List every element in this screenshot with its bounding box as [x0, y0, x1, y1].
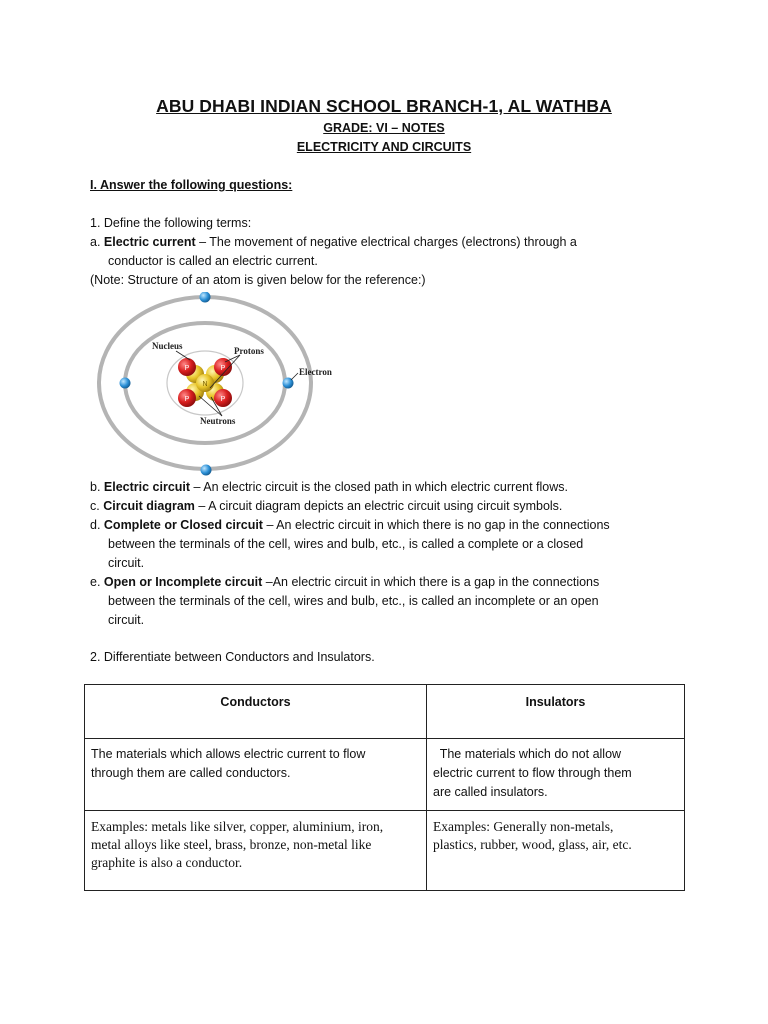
def-e-term: Open or Incomplete circuit	[103, 575, 263, 589]
def-e-line-3: circuit.	[108, 613, 145, 627]
svg-text:N: N	[202, 381, 208, 388]
grade-heading: GRADE: VI – NOTES	[323, 121, 445, 135]
def-d-line-1	[90, 516, 610, 535]
q1-prompt: 1. Define the following terms:	[90, 216, 252, 230]
def-d-term: Complete or Closed circuit	[103, 518, 263, 532]
def-e-text-1: –An electric circuit in which there is a gap in the connections	[262, 575, 600, 589]
def-b	[90, 478, 568, 497]
label-protons: Protons	[234, 346, 264, 356]
svg-text:P: P	[184, 396, 190, 403]
topic-heading: ELECTRICITY AND CIRCUITS	[296, 140, 472, 154]
label-nucleus: Nucleus	[152, 341, 183, 351]
comparison-table	[84, 684, 685, 891]
section-title: I. Answer the following questions:	[90, 178, 293, 192]
def-e-line-2: between the terminals of the cell, wires and bulb, etc., is called an incomplete or an open	[108, 594, 599, 608]
def-c-prefix: c.	[90, 499, 104, 513]
label-neutrons: Neutrons	[200, 416, 236, 426]
insulators-examples: Examples: Generally non-metals, plastics, rubber, wood, glass, air, etc.	[427, 811, 685, 891]
def-d-line-3: circuit.	[108, 556, 145, 570]
svg-text:P: P	[220, 365, 226, 372]
def-e-line-1	[90, 573, 599, 592]
def-d-line-2: between the terminals of the cell, wires and bulb, etc., is called a complete or a closed	[108, 537, 584, 551]
table-row-examples	[85, 811, 685, 891]
table-header-row	[85, 685, 685, 739]
header-insulators: Insulators	[427, 685, 685, 739]
conductors-examples: Examples: metals like silver, copper, aluminium, iron, metal alloys like steel, brass, bronze, non-metal like graphite is also a conductor.	[85, 811, 427, 891]
atom-diagram	[92, 292, 354, 476]
table-row-definition	[85, 739, 685, 811]
def-b-text: – An electric circuit is the closed path in which electric current flows.	[190, 480, 568, 494]
label-electron: Electron	[299, 367, 332, 377]
insulators-definition: The materials which do not allow electric current to flow through them are called insulators.	[427, 739, 685, 811]
q2-prompt: 2. Differentiate between Conductors and Insulators.	[90, 650, 375, 664]
def-d-text-1: – An electric circuit in which there is no gap in the connections	[262, 518, 610, 532]
atom-note: (Note: Structure of an atom is given below for the reference:)	[90, 273, 426, 287]
def-a-line-1	[90, 233, 577, 252]
def-a-term: Electric current	[103, 235, 196, 249]
def-c	[90, 497, 562, 516]
header-conductors: Conductors	[85, 685, 427, 739]
def-a-text-1: – The movement of negative electrical charges (electrons) through a	[195, 235, 577, 249]
def-e-prefix: e.	[90, 575, 104, 589]
def-c-text: – A circuit diagram depicts an electric circuit using circuit symbols.	[194, 499, 563, 513]
def-b-prefix: b.	[90, 480, 104, 494]
def-b-term: Electric circuit	[103, 480, 191, 494]
svg-text:P: P	[184, 365, 190, 372]
def-c-term: Circuit diagram	[103, 499, 195, 513]
def-a-line-2: conductor is called an electric current.	[108, 254, 318, 268]
def-a-prefix: a.	[90, 235, 104, 249]
svg-text:P: P	[220, 396, 226, 403]
school-title: ABU DHABI INDIAN SCHOOL BRANCH-1, AL WATHBA	[156, 96, 612, 116]
conductors-definition: The materials which allows electric current to flow through them are called conductors.	[85, 739, 427, 811]
def-d-prefix: d.	[90, 518, 104, 532]
